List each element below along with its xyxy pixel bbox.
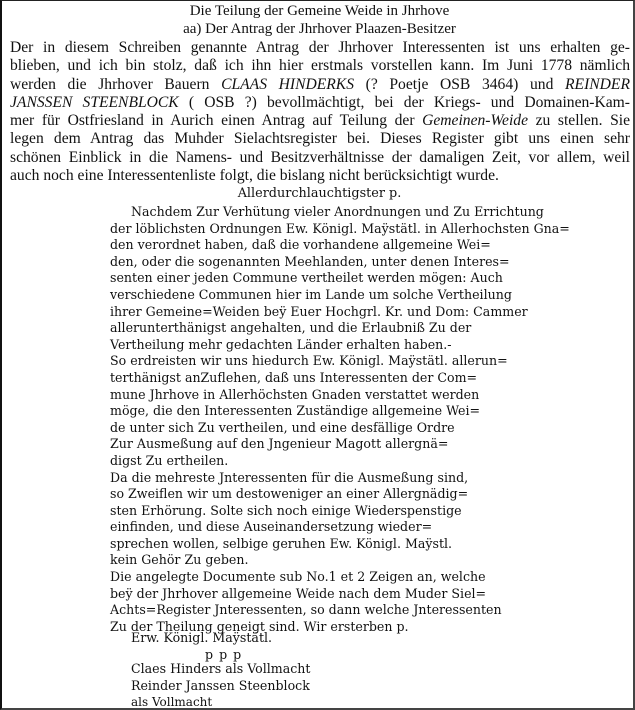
letter-line: Da die mehreste Jnteressenten für die Ausmeßung sind, — [110, 469, 469, 485]
letter-line: kein Gehör Zu geben. — [110, 552, 249, 568]
letter-line: Die angelegte Documente sub No.1 et 2 Zeigen an, welche — [110, 569, 486, 585]
text-run: legen dem Antrag das Muhder Sielachtsregister bei. Dieses Register gibt uns einen sehr — [10, 130, 630, 148]
letter-line: möge, die den Interessenten Zuständige allgemeine Wei= — [110, 403, 481, 419]
letter-line: verschiedene Communen hier im Lande um solche Vertheilung — [110, 286, 512, 302]
signer-2-role: als Vollmacht — [131, 695, 213, 709]
closing-majesty: Erw. Königl. Maÿstätl. — [131, 630, 273, 645]
letter-line: Zu der Theilung geneigt sind. Wir ersterben p. — [110, 618, 409, 634]
letter-line: allerunterthänigst angehalten, und die Erlaubniß Zu der — [110, 320, 472, 336]
intro-paragraph — [10, 39, 630, 185]
text-run: Der in diesem Schreiben genannte Antrag der Jhrhover Interessenten ist uns erhalten ge- — [10, 39, 630, 56]
letter-line: Zur Ausmeßung auf den Jngenieur Magott allergnä= — [110, 436, 449, 452]
letter-line: ihrer Gemeine=Weiden beÿ Euer Hochgrl. Kr. und Dom: Cammer — [110, 303, 528, 319]
document-subtitle: aa) Der Antrag der Jhrhover Plaazen-Besitzer — [183, 21, 456, 37]
letter-line: den, oder die sogenannten Meehlanden, unter denen Interes= — [110, 253, 510, 269]
intro-line — [10, 112, 630, 130]
intro-line — [10, 76, 630, 94]
letter-line: der löblichsten Ordnungen Ew. Königl. Maÿstätl. in Allerhochsten Gna= — [110, 220, 570, 236]
letter-line: digst Zu ertheilen. — [110, 452, 229, 468]
intro-line — [10, 149, 630, 167]
text-run: ( OSB ?) bevollmächtigt, bei der Kriegs- und Domainen-Kam- — [178, 93, 630, 111]
letter-line: senten einer jeden Commune vertheilet werden mögen: Auch — [110, 270, 503, 286]
letter-line: mune Jhrhove in Allerhöchsten Gnaden verstattet werden — [110, 386, 480, 402]
letter-line: Achts=Register Jnteressenten, so dann welche Jnteressenten — [110, 602, 502, 618]
letter-line: terthänigst anZuflehen, daß uns Interessenten der Com= — [110, 369, 478, 385]
intro-line — [10, 130, 630, 148]
letter-line: beÿ der Jhrhover allgemeine Weide nach dem Muder Siel= — [110, 585, 487, 601]
italic-name: JANSSEN STEENBLOCK — [10, 93, 179, 111]
text-run: blieben, und ich bin stolz, daß ich ihn hier erstmals vorstellen kann. Im Juni 1778 nämlich — [10, 57, 630, 75]
text-run: mer für Ostfriesland in Aurich einen Antrag auf Teilung der — [10, 112, 423, 130]
closing-ppp: p p p — [205, 647, 243, 662]
letter-line: so Zweiflen wir um destoweniger an einer Allergnädig= — [110, 486, 469, 502]
signer-1: Claes Hinders als Vollmacht — [131, 661, 311, 676]
text-run: zu stellen. Sie — [528, 112, 630, 130]
text-run: werden die Jhrhover Bauern — [10, 75, 222, 93]
letter-line: sten Erhörung. Solte sich noch einige Wiederspenstige — [110, 502, 462, 518]
letter-salutation: Allerdurchlauchtigster p. — [237, 186, 402, 201]
letter-line: sprechen wollen, selbige geruhen Ew. Königl. Maÿstl. — [110, 535, 453, 551]
letter-line: de unter sich Zu vertheilen, und eine desfällige Ordre — [110, 419, 455, 435]
letter-line: einfinden, und diese Auseinandersetzung wieder= — [110, 519, 433, 535]
italic-name: Gemeinen-Weide — [422, 112, 529, 130]
document-title: Die Teilung der Gemeine Weide in Jhrhove — [189, 3, 450, 19]
letter-line: So erdreisten wir uns hiedurch Ew. Königl. Maÿstätl. allerun= — [110, 353, 508, 369]
intro-line — [10, 167, 630, 185]
italic-name: REINDER — [565, 75, 630, 93]
intro-line — [10, 94, 630, 112]
intro-line — [10, 39, 630, 57]
letter-line: Vertheilung mehr gedachten Länder erhalten haben.- — [110, 336, 452, 352]
letter-line: den verordnet haben, daß die vorhandene allgemeine Wei= — [110, 237, 491, 253]
text-run: auch noch eine Interessentenliste folgt, die bislang nicht berücksichtigt wurde. — [10, 167, 499, 185]
text-run: schönen Einblick in die Namens- und Besitzverhältnisse der damaligen Zeit, vor allem, weil — [10, 148, 630, 166]
text-run: (? Poetje OSB 3464) und — [354, 75, 566, 93]
signer-2: Reinder Janssen Steenblock — [131, 678, 310, 693]
letter-line: Nachdem Zur Verhütung vieler Anordnungen und Zu Errichtung — [131, 204, 544, 219]
italic-name: CLAAS HINDERKS — [221, 75, 354, 93]
intro-line — [10, 57, 630, 75]
letter-body — [110, 204, 570, 635]
